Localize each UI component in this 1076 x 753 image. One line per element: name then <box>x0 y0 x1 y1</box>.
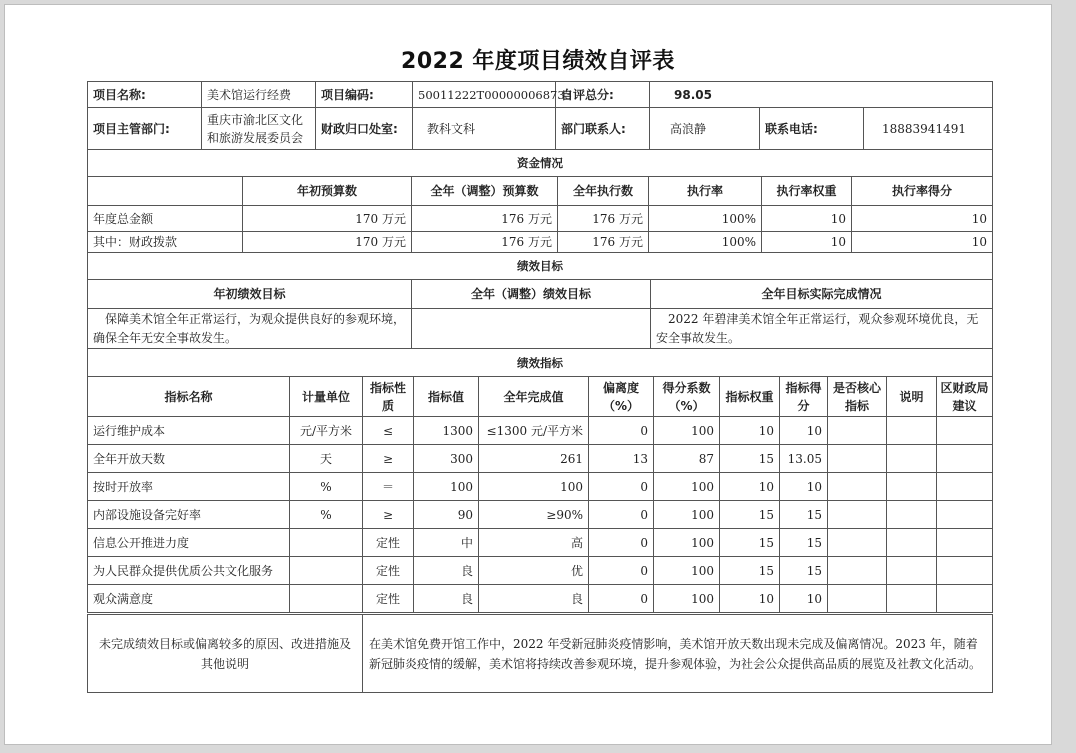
table-cell: 100 <box>654 585 720 613</box>
indicators-header: 得分系数（%） <box>654 377 720 417</box>
table-cell: 100 <box>654 557 720 585</box>
funds-cell: 176 万元 <box>558 206 649 232</box>
funds-cell: 其中：财政拨款 <box>88 232 243 253</box>
table-cell: 信息公开推进力度 <box>88 529 290 557</box>
table-cell: % <box>290 473 363 501</box>
table-cell <box>290 529 363 557</box>
funds-section-title: 资金情况 <box>88 150 993 177</box>
table-cell <box>887 501 937 529</box>
finance-label: 财政归口处室: <box>316 108 413 150</box>
project-info-table <box>87 81 993 150</box>
table-cell: 1300 <box>414 417 479 445</box>
table-cell <box>887 445 937 473</box>
table-cell: 全年开放天数 <box>88 445 290 473</box>
funds-cell: 170 万元 <box>243 206 412 232</box>
table-cell <box>887 529 937 557</box>
table-cell: 100 <box>414 473 479 501</box>
table-cell <box>290 557 363 585</box>
funds-cell: 100% <box>649 206 762 232</box>
project-code-label: 项目编码: <box>316 82 413 108</box>
table-cell: 0 <box>589 501 654 529</box>
table-cell: 100 <box>654 473 720 501</box>
project-name-value: 美术馆运行经费 <box>202 82 316 108</box>
table-row <box>88 557 993 585</box>
initial-goal-text: 保障美术馆全年正常运行，为观众提供良好的参观环境，确保全年无安全事故发生。 <box>88 309 412 349</box>
table-row <box>88 585 993 613</box>
goals-header: 全年目标实际完成情况 <box>651 280 993 309</box>
funds-cell: 10 <box>762 206 852 232</box>
indicators-header: 偏离度（%） <box>589 377 654 417</box>
funds-cell: 100% <box>649 232 762 253</box>
table-cell: 0 <box>589 557 654 585</box>
funds-cell: 10 <box>852 206 993 232</box>
phone-value: 18883941491 <box>864 108 993 150</box>
table-cell: 中 <box>414 529 479 557</box>
table-cell: 15 <box>780 501 828 529</box>
table-row <box>88 417 993 445</box>
funds-header: 全年（调整）预算数 <box>412 177 558 206</box>
table-cell: 10 <box>720 585 780 613</box>
indicators-header: 全年完成值 <box>479 377 589 417</box>
table-cell <box>937 473 993 501</box>
table-cell: 0 <box>589 473 654 501</box>
goals-table <box>87 279 993 349</box>
finance-value: 教科文科 <box>413 108 556 150</box>
table-cell: ≥ <box>363 501 414 529</box>
contact-label: 部门联系人: <box>556 108 650 150</box>
table-cell: 观众满意度 <box>88 585 290 613</box>
indicators-table <box>87 348 993 613</box>
funds-header-blank <box>88 177 243 206</box>
funds-cell: 176 万元 <box>412 206 558 232</box>
document-title: 2022 年度项目绩效自评表 <box>401 49 675 74</box>
table-cell: 261 <box>479 445 589 473</box>
table-cell: 天 <box>290 445 363 473</box>
table-cell: 100 <box>654 501 720 529</box>
indicators-body <box>88 417 993 613</box>
table-cell: 10 <box>780 585 828 613</box>
table-cell: 0 <box>589 529 654 557</box>
indicators-header: 指标得分 <box>780 377 828 417</box>
table-cell <box>828 417 887 445</box>
explanation-text: 在美术馆免费开馆工作中，2022 年受新冠肺炎疫情影响，美术馆开放天数出现未完成及偏离情况。2023 年，随着新冠肺炎疫情的缓解，美术馆将持续改善参观环境，提升参观体验，为社会公众提供高品质的展览及社教文化活动。 <box>363 615 993 693</box>
table-cell: ＝ <box>363 473 414 501</box>
indicators-header: 指标性质 <box>363 377 414 417</box>
table-cell: 10 <box>720 417 780 445</box>
table-cell <box>828 585 887 613</box>
adjusted-goal-text <box>412 309 651 349</box>
indicators-header: 是否核心指标 <box>828 377 887 417</box>
table-cell: 15 <box>720 501 780 529</box>
table-cell: 10 <box>720 473 780 501</box>
funds-header: 执行率 <box>649 177 762 206</box>
table-cell <box>937 445 993 473</box>
funds-header: 执行率得分 <box>852 177 993 206</box>
table-cell: 0 <box>589 417 654 445</box>
funds-table <box>87 149 993 280</box>
table-cell <box>290 585 363 613</box>
indicators-header: 计量单位 <box>290 377 363 417</box>
table-cell: 良 <box>479 585 589 613</box>
table-cell: 100 <box>654 529 720 557</box>
total-score-value: 98.05 <box>650 82 993 108</box>
table-cell: 90 <box>414 501 479 529</box>
indicators-header: 指标名称 <box>88 377 290 417</box>
funds-cell: 176 万元 <box>412 232 558 253</box>
funds-cell: 10 <box>852 232 993 253</box>
contact-value: 高浪静 <box>650 108 760 150</box>
funds-header: 全年执行数 <box>558 177 649 206</box>
indicators-section-title: 绩效指标 <box>88 349 993 377</box>
project-name-label: 项目名称: <box>88 82 202 108</box>
table-cell <box>828 445 887 473</box>
table-cell: ≤1300 元/平方米 <box>479 417 589 445</box>
table-cell: 300 <box>414 445 479 473</box>
project-code-value: 50011222T000000068733 <box>413 82 556 108</box>
table-cell <box>887 473 937 501</box>
table-cell: 元/平方米 <box>290 417 363 445</box>
table-cell <box>937 557 993 585</box>
funds-cell: 176 万元 <box>558 232 649 253</box>
actual-completion-text: 2022 年碧津美术馆全年正常运行，观众参观环境优良，无安全事故发生。 <box>651 309 993 349</box>
table-cell: 13.05 <box>780 445 828 473</box>
funds-cell: 170 万元 <box>243 232 412 253</box>
table-cell: 良 <box>414 557 479 585</box>
table-cell: 10 <box>780 417 828 445</box>
table-cell: 运行维护成本 <box>88 417 290 445</box>
table-cell <box>937 585 993 613</box>
table-cell: 优 <box>479 557 589 585</box>
indicators-header: 指标值 <box>414 377 479 417</box>
table-cell: 15 <box>720 557 780 585</box>
table-cell: ≥ <box>363 445 414 473</box>
goals-section-title: 绩效目标 <box>88 253 993 280</box>
total-score-label: 自评总分: <box>556 82 650 108</box>
table-cell: 为人民群众提供优质公共文化服务 <box>88 557 290 585</box>
indicators-header: 区财政局建议 <box>937 377 993 417</box>
explanation-label: 未完成绩效目标或偏离较多的原因、改进措施及其他说明 <box>88 615 363 693</box>
table-cell <box>828 529 887 557</box>
table-cell <box>828 473 887 501</box>
funds-header: 年初预算数 <box>243 177 412 206</box>
goals-header: 年初绩效目标 <box>88 280 412 309</box>
table-cell: 87 <box>654 445 720 473</box>
funds-cell: 年度总金额 <box>88 206 243 232</box>
table-cell <box>828 501 887 529</box>
goals-header: 全年（调整）绩效目标 <box>412 280 651 309</box>
funds-cell: 10 <box>762 232 852 253</box>
table-row <box>88 501 993 529</box>
table-cell <box>887 557 937 585</box>
table-cell: 15 <box>780 529 828 557</box>
table-cell <box>937 501 993 529</box>
table-cell: 高 <box>479 529 589 557</box>
table-cell: 0 <box>589 585 654 613</box>
table-cell: % <box>290 501 363 529</box>
table-cell: 按时开放率 <box>88 473 290 501</box>
table-row <box>88 445 993 473</box>
phone-label: 联系电话: <box>760 108 864 150</box>
table-cell: 良 <box>414 585 479 613</box>
table-cell: 15 <box>720 529 780 557</box>
explanation-table <box>87 614 993 693</box>
table-cell: 定性 <box>363 585 414 613</box>
table-cell: 100 <box>479 473 589 501</box>
table-cell: 10 <box>780 473 828 501</box>
indicators-header: 说明 <box>887 377 937 417</box>
table-cell <box>937 417 993 445</box>
table-cell: 定性 <box>363 529 414 557</box>
table-cell <box>887 585 937 613</box>
table-row <box>88 529 993 557</box>
funds-header: 执行率权重 <box>762 177 852 206</box>
table-cell: 内部设施设备完好率 <box>88 501 290 529</box>
table-cell: 100 <box>654 417 720 445</box>
table-cell: ≥90% <box>479 501 589 529</box>
dept-label: 项目主管部门: <box>88 108 202 150</box>
indicators-header: 指标权重 <box>720 377 780 417</box>
table-cell <box>937 529 993 557</box>
table-cell: ≤ <box>363 417 414 445</box>
table-cell <box>887 417 937 445</box>
table-cell: 15 <box>780 557 828 585</box>
table-row <box>88 473 993 501</box>
table-cell: 13 <box>589 445 654 473</box>
table-cell: 15 <box>720 445 780 473</box>
table-cell: 定性 <box>363 557 414 585</box>
dept-value: 重庆市渝北区文化和旅游发展委员会 <box>202 108 316 150</box>
table-cell <box>828 557 887 585</box>
